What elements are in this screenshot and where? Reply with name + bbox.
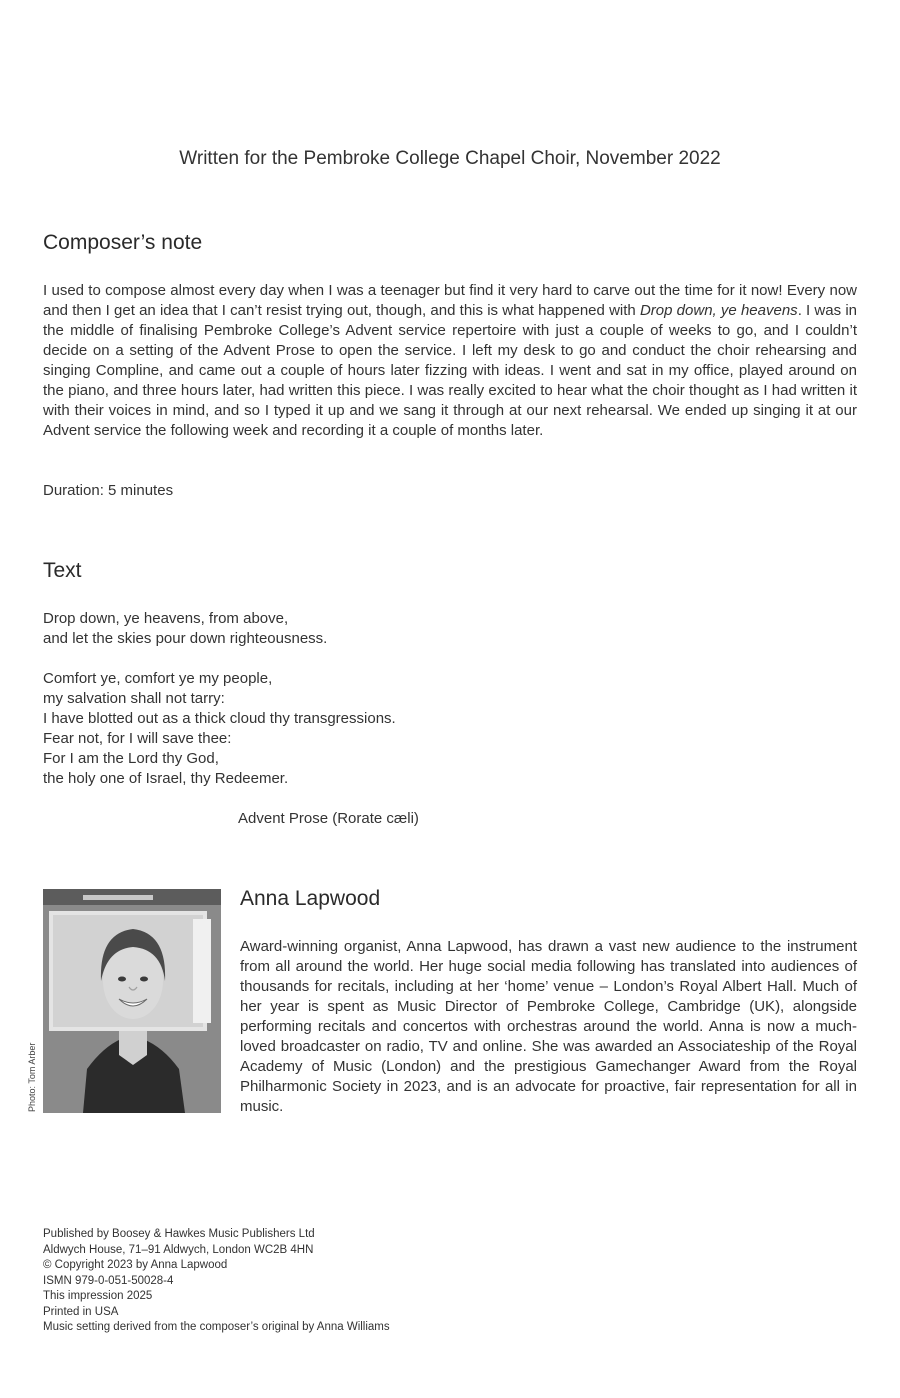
ismn-line: ISMN 979-0-051-50028-4 [43,1274,174,1287]
text-source: Advent Prose (Rorate cæli) [238,810,419,827]
portrait-illustration [43,889,221,1113]
bio-text: Award-winning organist, Anna Lapwood, has drawn a vast new audience to the instrument from all around the world. Her huge social media following has translated into audiences of thousands for recitals, including at her ‘home’ venue – London’s Royal Albert Hall. Much of her year is spent as Music Director of Pembroke College, Cambridge (UK), alongside performing recitals and concertos with orchestras around the world. Anna is now a much-loved broadcaster on radio, TV and online. She was awarded an Associateship of the Royal Academy of Music (London) and the prestigious Gamechanger Award from the Royal Philharmonic Society in 2023, and is an advocate for proactive, fair representation for all in music. [240,938,857,1115]
dedication: Written for the Pembroke College Chapel Choir, November 2022 [179,148,721,169]
bio-name: Anna Lapwood [240,887,381,910]
music-setting-line: Music setting derived from the composer’s original by Anna Williams [43,1321,390,1333]
verse-line: and let the skies pour down righteousness. [43,630,328,647]
composers-note-text: I used to compose almost every day when I was a teenager but find it very hard to carve out the time for it now! Every now and then I get an idea that I can’t resist trying out, though, and this is what happened with [43,282,857,319]
impression-line: This impression 2025 [43,1290,153,1302]
verse-line: I have blotted out as a thick cloud thy transgressions. [43,710,396,727]
verse-line: the holy one of Israel, thy Redeemer. [43,770,289,787]
verse-line: Comfort ye, comfort ye my people, [43,670,273,687]
composers-note-text-cont: . I was in the middle of finalising Pembroke College’s Advent service repertoire with just a couple of weeks to go, and I couldn’t decide on a setting of the Advent Prose to open the service. I left my desk to go and conduct the choir rehearsing and singing Compline, and came out a couple of hours later fizzing with ideas. I went and sat in my office, played around on the piano, and three hours later, had written this piece. I was really excited to hear what the choir thought as I had written it with their voices in mind, and so I typed it up and we sang it through at our next rehearsal. We ended up singing it at our Advent service the following week and recording it a couple of months later. [43,302,857,439]
verse-line: Drop down, ye heavens, from above, [43,610,289,627]
stanza-2 [43,669,396,789]
publisher-line: Published by Boosey & Hawkes Music Publishers Ltd [43,1228,315,1240]
text-heading: Text [43,559,82,582]
composers-note-paragraph [43,281,857,441]
stanza-1 [43,609,327,649]
verse-line: my salvation shall not tarry: [43,690,225,707]
duration: Duration: 5 minutes [43,482,174,499]
publication-credits [43,1227,390,1336]
address-line: Aldwych House, 71–91 Aldwych, London WC2B 4HN [43,1243,314,1256]
portrait-photo [43,889,221,1113]
piece-title: Drop down, ye heavens [639,302,798,319]
copyright-line: © Copyright 2023 by Anna Lapwood [43,1259,228,1271]
composers-note-heading: Composer’s note [43,231,203,254]
printed-line: Printed in USA [43,1305,119,1318]
photo-credit: Photo: Tom Arber [27,1042,37,1112]
verse-line: Fear not, for I will save thee: [43,730,232,747]
verse-line: For I am the Lord thy God, [43,750,219,767]
